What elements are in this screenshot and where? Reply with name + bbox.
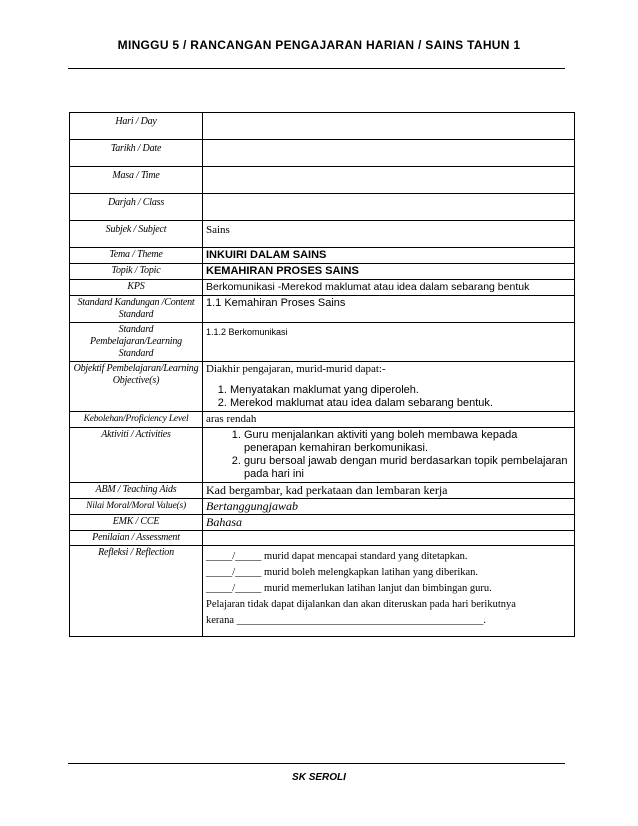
standard-kandungan-value: 1.1 Kemahiran Proses Sains <box>203 296 575 323</box>
row-emk <box>70 515 575 531</box>
darjah-value <box>203 194 575 221</box>
refleksi-label: Refleksi / Reflection <box>70 546 203 637</box>
row-subjek <box>70 221 575 248</box>
row-topik <box>70 264 575 280</box>
kps-value: Berkomunikasi -Merekod maklumat atau idea dalam sebarang bentuk <box>203 280 575 296</box>
refleksi-line: _____/_____ murid dapat mencapai standard yang ditetapkan. <box>206 551 468 562</box>
masa-value <box>203 167 575 194</box>
footer-rule <box>68 763 565 764</box>
row-objektif <box>70 362 575 412</box>
kps-label: KPS <box>70 280 203 296</box>
list-item: 1. Menyatakan maklumat yang diperoleh. <box>230 384 571 397</box>
aktiviti-label: Aktiviti / Activities <box>70 428 203 483</box>
row-refleksi <box>70 546 575 637</box>
aktiviti-list <box>206 429 571 481</box>
objektif-intro: Diakhir pengajaran, murid-murid dapat:- <box>206 363 386 375</box>
penilaian-value <box>203 531 575 546</box>
list-item: 1. Guru menjalankan aktiviti yang boleh membawa kepada penerapan kemahiran berkomunikasi. <box>244 429 571 455</box>
hari-label: Hari / Day <box>70 113 203 140</box>
row-masa <box>70 167 575 194</box>
row-hari <box>70 113 575 140</box>
subjek-label: Subjek / Subject <box>70 221 203 248</box>
row-kebolehan <box>70 412 575 428</box>
abm-label: ABM / Teaching Aids <box>70 483 203 499</box>
row-standard-kandungan <box>70 296 575 323</box>
row-tarikh <box>70 140 575 167</box>
darjah-label: Darjah / Class <box>70 194 203 221</box>
row-tema <box>70 248 575 264</box>
row-nilai <box>70 499 575 515</box>
row-kps <box>70 280 575 296</box>
subjek-value: Sains <box>203 221 575 248</box>
refleksi-line: Pelajaran tidak dapat dijalankan dan akan diteruskan pada hari berikutnya <box>206 599 516 610</box>
abm-value: Kad bergambar, kad perkataan dan lembaran kerja <box>203 483 575 499</box>
row-darjah <box>70 194 575 221</box>
tema-label: Tema / Theme <box>70 248 203 264</box>
penilaian-label: Penilaian / Assessment <box>70 531 203 546</box>
row-standard-pembelajaran <box>70 323 575 362</box>
topik-label: Topik / Topic <box>70 264 203 280</box>
lesson-plan-table <box>69 112 575 637</box>
page-footer: SK SEROLI <box>292 772 346 783</box>
tarikh-value <box>203 140 575 167</box>
standard-kandungan-label: Standard Kandungan /Content Standard <box>70 296 203 323</box>
objektif-label: Objektif Pembelajaran/Learning Objective(s) <box>70 362 203 412</box>
objektif-list <box>206 384 571 410</box>
topik-value: KEMAHIRAN PROSES SAINS <box>203 264 575 280</box>
refleksi-line: _____/_____ murid memerlukan latihan lanjut dan bimbingan guru. <box>206 583 492 594</box>
masa-label: Masa / Time <box>70 167 203 194</box>
tarikh-label: Tarikh / Date <box>70 140 203 167</box>
row-aktiviti <box>70 428 575 483</box>
nilai-label: Nilai Moral/Moral Value(s) <box>70 499 203 515</box>
standard-pembelajaran-value: 1.1.2 Berkomunikasi <box>203 323 575 362</box>
tema-value: INKUIRI DALAM SAINS <box>203 248 575 264</box>
nilai-value: Bertanggungjawab <box>203 499 575 515</box>
hari-value <box>203 113 575 140</box>
page-header: MINGGU 5 / RANCANGAN PENGAJARAN HARIAN / SAINS TAHUN 1 <box>117 38 521 52</box>
row-abm <box>70 483 575 499</box>
emk-value: Bahasa <box>203 515 575 531</box>
objektif-value <box>203 362 575 412</box>
refleksi-value <box>203 546 575 637</box>
refleksi-line: _____/_____ murid boleh melengkapkan latihan yang diberikan. <box>206 567 479 578</box>
row-penilaian <box>70 531 575 546</box>
header-rule <box>68 68 565 69</box>
list-item: 2. guru bersoal jawab dengan murid berdasarkan topik pembelajaran pada hari ini <box>244 455 571 481</box>
standard-pembelajaran-label: Standard Pembelajaran/Learning Standard <box>70 323 203 362</box>
refleksi-line: kerana _______________________________________________. <box>206 615 486 626</box>
list-item: 2. Merekod maklumat atau idea dalam sebarang bentuk. <box>230 397 571 410</box>
kebolehan-value: aras rendah <box>203 412 575 428</box>
kebolehan-label: Kebolehan/Proficiency Level <box>70 412 203 428</box>
emk-label: EMK / CCE <box>70 515 203 531</box>
aktiviti-value <box>203 428 575 483</box>
